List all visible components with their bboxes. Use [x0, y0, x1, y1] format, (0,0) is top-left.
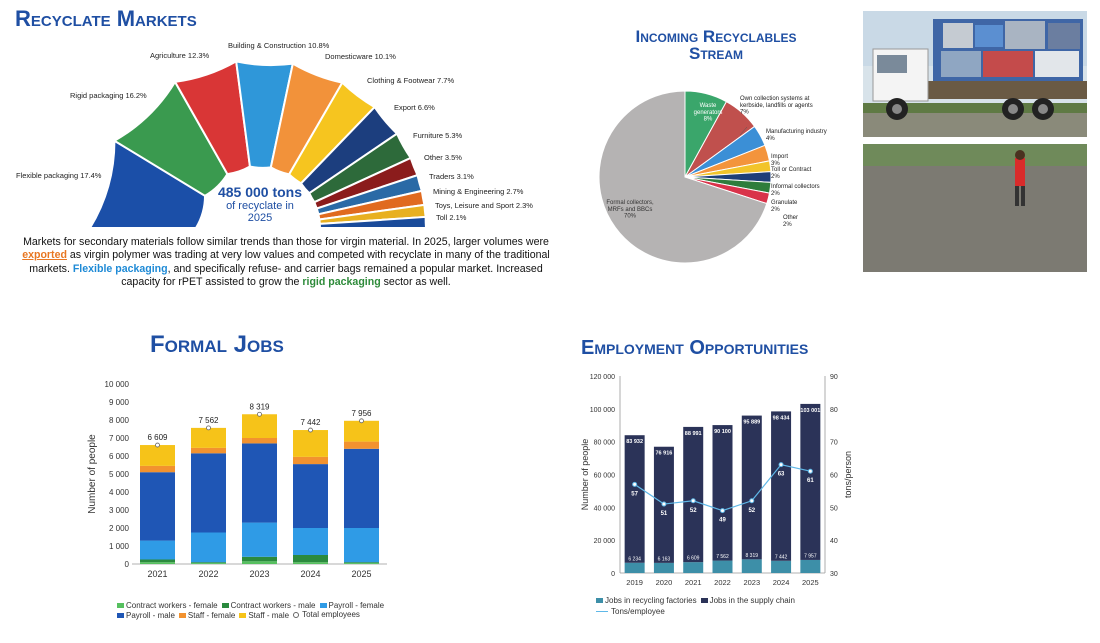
jobs-total-marker-2021	[156, 443, 160, 447]
emp-factory-label-2019: 6 234	[628, 556, 641, 563]
jobs-legend-marker	[293, 612, 299, 618]
jobs-bar-staff-male-2022	[191, 428, 226, 448]
jobs-xtick-2023: 2023	[249, 569, 270, 579]
jobs-bar-contract-workers-male-2023	[242, 557, 277, 562]
emp-xtick-2024: 2024	[772, 578, 790, 587]
jobs-ytick: 4 000	[108, 488, 129, 497]
emp-factory-label-2024: 7 442	[774, 554, 788, 561]
market-label-export: Export 6.6%	[394, 103, 435, 112]
emp-total-label-2025: 103 001	[800, 407, 821, 414]
jobs-legend-swatch	[117, 613, 124, 618]
emp-ytick: 60 000	[593, 472, 615, 480]
jobs-bar-staff-female-2025	[344, 442, 379, 449]
market-label-building-construction: Building & Construction 10.8%	[228, 41, 330, 50]
jobs-bar-payroll-female-2021	[140, 541, 175, 560]
stream-label-manufacturing-industry: Manufacturing industry 4%	[766, 129, 827, 142]
incoming-stream-chart	[590, 82, 860, 272]
formal-jobs-title: Formal Jobs	[150, 331, 284, 358]
emp-bar-jobs-in-recycling-factories-2022	[713, 561, 733, 573]
jobs-bar-payroll-female-2024	[293, 528, 328, 555]
emp-bar-jobs-in-recycling-factories-2020	[654, 563, 674, 573]
jobs-bar-payroll-male-2024	[293, 464, 328, 528]
jobs-total-marker-2024	[309, 428, 313, 432]
stream-label-waste-generators: Waste generators 8%	[693, 103, 723, 123]
caption-flexible-packaging: Flexible packaging	[72, 262, 168, 275]
cables-photo	[863, 144, 1087, 272]
jobs-bar-staff-female-2021	[140, 466, 175, 472]
emp-legend-swatch	[701, 598, 708, 603]
market-label-domesticware: Domesticware 10.1%	[325, 52, 396, 61]
jobs-bar-payroll-female-2025	[344, 528, 379, 562]
emp-xtick-2020: 2020	[655, 578, 673, 587]
emp-tons-label-2020: 51	[660, 511, 668, 518]
emp-ylabel: Number of people	[580, 438, 590, 511]
recyclate-total-sub2: 2025	[247, 212, 273, 224]
emp-tons-marker-2022	[721, 509, 725, 513]
jobs-xtick-2025: 2025	[351, 569, 372, 579]
jobs-legend-swatch	[117, 603, 124, 608]
jobs-ytick: 6 000	[108, 452, 129, 461]
market-label-traders: Traders 3.1%	[429, 172, 474, 181]
recyclate-markets-title: Recyclate Markets	[15, 6, 197, 31]
emp-tons-label-2023: 52	[748, 507, 756, 514]
emp-factory-label-2023: 8 319	[745, 552, 759, 559]
jobs-bar-contract-workers-male-2024	[293, 555, 328, 562]
market-label-toll: Toll 2.1%	[436, 213, 467, 222]
jobs-legend-swatch	[222, 603, 229, 608]
emp-y2tick: 40	[830, 538, 838, 546]
jobs-bar-contract-workers-male-2021	[140, 560, 175, 563]
employment-title: Employment Opportunities	[581, 337, 809, 359]
jobs-ytick: 10 000	[104, 380, 129, 389]
caption-part-1: Markets for secondary materials follow similar trends than those for virgin material. In 2025, larger volumes were	[23, 236, 549, 248]
cables-photo-image	[863, 144, 1087, 272]
truck-photo	[863, 11, 1087, 137]
emp-y2tick: 90	[830, 374, 838, 381]
jobs-legend-contract-workers-male	[222, 601, 316, 610]
jobs-legend-contract-workers-female	[117, 601, 218, 610]
stream-label-granulate: Granulate 2%	[771, 200, 798, 213]
jobs-total-label-2023: 8 319	[249, 402, 270, 412]
jobs-total-marker-2022	[207, 426, 211, 430]
jobs-legend-text: Staff - male	[248, 610, 290, 620]
emp-ytick: 80 000	[593, 439, 615, 447]
emp-legend-text: Jobs in recycling factories	[605, 596, 697, 605]
emp-xtick-2019: 2019	[626, 578, 643, 587]
jobs-xtick-2022: 2022	[198, 569, 219, 579]
market-label-toys-leisure-and-sport: Toys, Leisure and Sport 2.3%	[435, 201, 533, 210]
emp-total-label-2020: 76 916	[655, 450, 673, 457]
emp-xtick-2022: 2022	[714, 578, 731, 587]
emp-bar-jobs-in-the-supply-chain-2024	[771, 411, 791, 560]
emp-legend-tons-employee	[596, 607, 665, 616]
employment-legend	[596, 596, 866, 616]
emp-legend-text: Tons/employee	[611, 607, 665, 616]
jobs-bar-contract-workers-male-2025	[344, 562, 379, 563]
emp-tons-label-2022: 49	[719, 517, 726, 524]
jobs-bar-payroll-male-2025	[344, 449, 379, 528]
jobs-total-label-2022: 7 562	[198, 415, 219, 425]
emp-legend-text: Jobs in the supply chain	[709, 596, 795, 605]
emp-legend-line-swatch	[596, 611, 608, 612]
jobs-bar-staff-male-2024	[293, 430, 328, 457]
jobs-bar-staff-female-2022	[191, 448, 226, 453]
jobs-ytick: 2 000	[108, 524, 129, 533]
incoming-title-line1: Incoming Recyclables	[635, 27, 797, 46]
emp-factory-label-2025: 7 957	[804, 553, 817, 560]
jobs-legend-total-employees	[293, 610, 360, 619]
recyclate-center-label	[205, 184, 315, 224]
recyclate-markets-caption	[22, 236, 550, 289]
emp-ytick: 0	[611, 571, 615, 578]
caption-part-2: as virgin polymer was trading at very low values and competed with recyclate in many of the traditional markets.	[29, 249, 550, 275]
emp-legend-jobs-in-recycling-factories	[596, 596, 697, 605]
formal-jobs-chart	[80, 376, 400, 584]
emp-legend-jobs-in-the-supply-chain	[701, 596, 795, 605]
jobs-bar-staff-male-2025	[344, 421, 379, 442]
emp-tons-label-2021: 52	[689, 507, 697, 514]
jobs-bar-payroll-male-2023	[242, 443, 277, 522]
jobs-legend-payroll-male	[117, 611, 175, 620]
market-label-other: Other 3.5%	[424, 153, 462, 162]
market-label-clothing-footwear: Clothing & Footwear 7.7%	[367, 76, 455, 85]
jobs-ytick: 9 000	[108, 398, 129, 407]
market-label-mining-engineering: Mining & Engineering 2.7%	[433, 187, 524, 196]
emp-tons-marker-2023	[750, 499, 754, 503]
emp-tons-marker-2020	[662, 502, 666, 506]
truck-photo-image	[863, 11, 1087, 137]
emp-factory-label-2022: 7 562	[716, 554, 729, 561]
jobs-legend-text: Staff - female	[187, 610, 236, 620]
formal-jobs-legend	[117, 601, 417, 620]
emp-tons-label-2024: 63	[777, 471, 785, 478]
jobs-bar-contract-workers-female-2021	[140, 562, 175, 564]
market-label-furniture: Furniture 5.3%	[413, 131, 463, 140]
jobs-total-label-2021: 6 609	[147, 433, 168, 443]
emp-tons-label-2025: 61	[807, 478, 814, 485]
emp-y2tick: 30	[830, 571, 838, 578]
jobs-legend-staff-female	[179, 611, 235, 620]
jobs-ylabel: Number of people	[87, 434, 98, 514]
emp-bar-jobs-in-recycling-factories-2024	[771, 561, 791, 573]
emp-xtick-2025: 2025	[802, 578, 819, 587]
jobs-bar-payroll-female-2023	[242, 523, 277, 557]
stream-label-import: Import 3%	[771, 154, 789, 167]
jobs-total-marker-2023	[258, 412, 262, 416]
emp-bar-jobs-in-recycling-factories-2021	[683, 562, 703, 573]
emp-y2tick: 50	[830, 505, 838, 513]
jobs-bar-staff-male-2021	[140, 445, 175, 466]
jobs-bar-contract-workers-female-2025	[344, 563, 379, 564]
jobs-bar-payroll-male-2022	[191, 453, 226, 532]
emp-xtick-2021: 2021	[684, 578, 702, 587]
stream-label-other: Other 2%	[783, 215, 799, 228]
emp-bar-jobs-in-the-supply-chain-2023	[742, 416, 762, 560]
incoming-title-line2: Stream	[688, 44, 743, 63]
stream-label-formal-collectors-mrfs-and-bbcs: Formal collectors, MRFs and BBCs 70%	[606, 200, 654, 220]
stream-label-toll-or-contract: Toll or Contract 2%	[771, 167, 812, 180]
jobs-bar-contract-workers-female-2023	[242, 561, 277, 564]
emp-legend-swatch	[596, 598, 603, 603]
jobs-legend-text: Contract workers - female	[126, 601, 218, 610]
emp-factory-label-2020: 6 163	[657, 556, 671, 563]
emp-bar-jobs-in-the-supply-chain-2019	[625, 435, 645, 563]
emp-ytick: 120 000	[589, 374, 615, 381]
emp-y2tick: 60	[830, 472, 838, 480]
emp-factory-label-2021: 6 609	[686, 555, 700, 562]
caption-part-4: sector as well.	[380, 275, 451, 288]
jobs-legend-swatch	[239, 613, 246, 618]
caption-part-3: , and specifically refuse- and carrier bags remained a popular market. Increased capacity for rPET assisted to grow the	[121, 262, 543, 288]
jobs-legend-staff-male	[239, 611, 289, 620]
jobs-bar-staff-female-2023	[242, 438, 277, 443]
jobs-bar-contract-workers-female-2024	[293, 562, 328, 564]
emp-ytick: 100 000	[589, 406, 615, 414]
incoming-stream-title	[596, 28, 836, 62]
emp-tons-marker-2021	[691, 499, 695, 503]
jobs-ytick: 0	[124, 560, 129, 569]
emp-bar-jobs-in-recycling-factories-2023	[742, 559, 762, 573]
jobs-ytick: 1 000	[108, 542, 129, 551]
jobs-legend-text: Payroll - male	[126, 610, 175, 620]
emp-tons-marker-2024	[779, 463, 783, 467]
jobs-bar-payroll-male-2021	[140, 472, 175, 540]
jobs-legend-text: Total employees	[302, 610, 360, 619]
jobs-legend-text: Payroll - female	[328, 601, 385, 610]
stream-label-own-collection-systems-at-kerbside-landfills-or-agents: Own collection systems at kerbside, landfills or agents 7%	[740, 96, 813, 116]
jobs-total-marker-2025	[360, 419, 364, 423]
recyclate-total-sub1: of recyclate in	[226, 200, 294, 212]
jobs-bar-contract-workers-male-2022	[191, 562, 226, 563]
jobs-legend-payroll-female	[320, 601, 385, 610]
market-label-rigid-packaging: Rigid packaging 16.2%	[70, 91, 147, 100]
emp-bar-jobs-in-recycling-factories-2025	[800, 560, 820, 573]
emp-total-label-2022: 90 100	[714, 429, 731, 436]
jobs-ytick: 7 000	[108, 434, 129, 443]
emp-tons-marker-2025	[808, 469, 812, 473]
emp-tons-label-2019: 57	[631, 491, 638, 498]
emp-total-label-2023: 95 889	[743, 419, 761, 426]
jobs-legend-swatch	[320, 603, 327, 608]
emp-total-label-2021: 88 991	[684, 430, 702, 437]
emp-total-label-2019: 83 932	[626, 439, 644, 446]
jobs-legend-swatch	[179, 613, 186, 618]
caption-rigid-packaging: rigid packaging	[302, 275, 381, 288]
emp-total-label-2024: 98 434	[772, 415, 790, 422]
emp-bar-jobs-in-recycling-factories-2019	[625, 563, 645, 573]
jobs-total-label-2025: 7 956	[351, 408, 372, 418]
jobs-ytick: 5 000	[108, 470, 129, 479]
jobs-bar-staff-male-2023	[242, 414, 277, 438]
jobs-ytick: 3 000	[108, 506, 129, 515]
emp-xtick-2023: 2023	[743, 578, 761, 587]
market-label-agriculture: Agriculture 12.3%	[150, 51, 210, 60]
recyclate-total: 485 000 tons	[217, 184, 303, 200]
emp-y2label: tons/person	[843, 450, 853, 499]
emp-bar-jobs-in-the-supply-chain-2022	[713, 425, 733, 560]
jobs-total-label-2024: 7 442	[300, 418, 321, 428]
jobs-bar-contract-workers-female-2022	[191, 563, 226, 564]
stream-label-informal-collectors: Informal collectors 2%	[771, 184, 820, 197]
emp-ytick: 20 000	[593, 538, 615, 546]
market-label-flexible-packaging: Flexible packaging 17.4%	[16, 171, 102, 180]
jobs-legend-text: Contract workers - male	[230, 601, 316, 610]
emp-bar-jobs-in-the-supply-chain-2021	[683, 427, 703, 562]
emp-y2tick: 80	[830, 406, 838, 414]
jobs-ytick: 8 000	[108, 416, 129, 425]
emp-y2tick: 70	[830, 439, 838, 447]
jobs-bar-payroll-female-2022	[191, 533, 226, 563]
jobs-xtick-2021: 2021	[147, 569, 168, 579]
emp-ytick: 40 000	[593, 505, 615, 513]
jobs-bar-staff-female-2024	[293, 457, 328, 464]
jobs-xtick-2024: 2024	[300, 569, 321, 579]
emp-tons-marker-2019	[633, 482, 637, 486]
employment-chart	[575, 368, 860, 592]
caption-exported: exported	[22, 249, 67, 262]
